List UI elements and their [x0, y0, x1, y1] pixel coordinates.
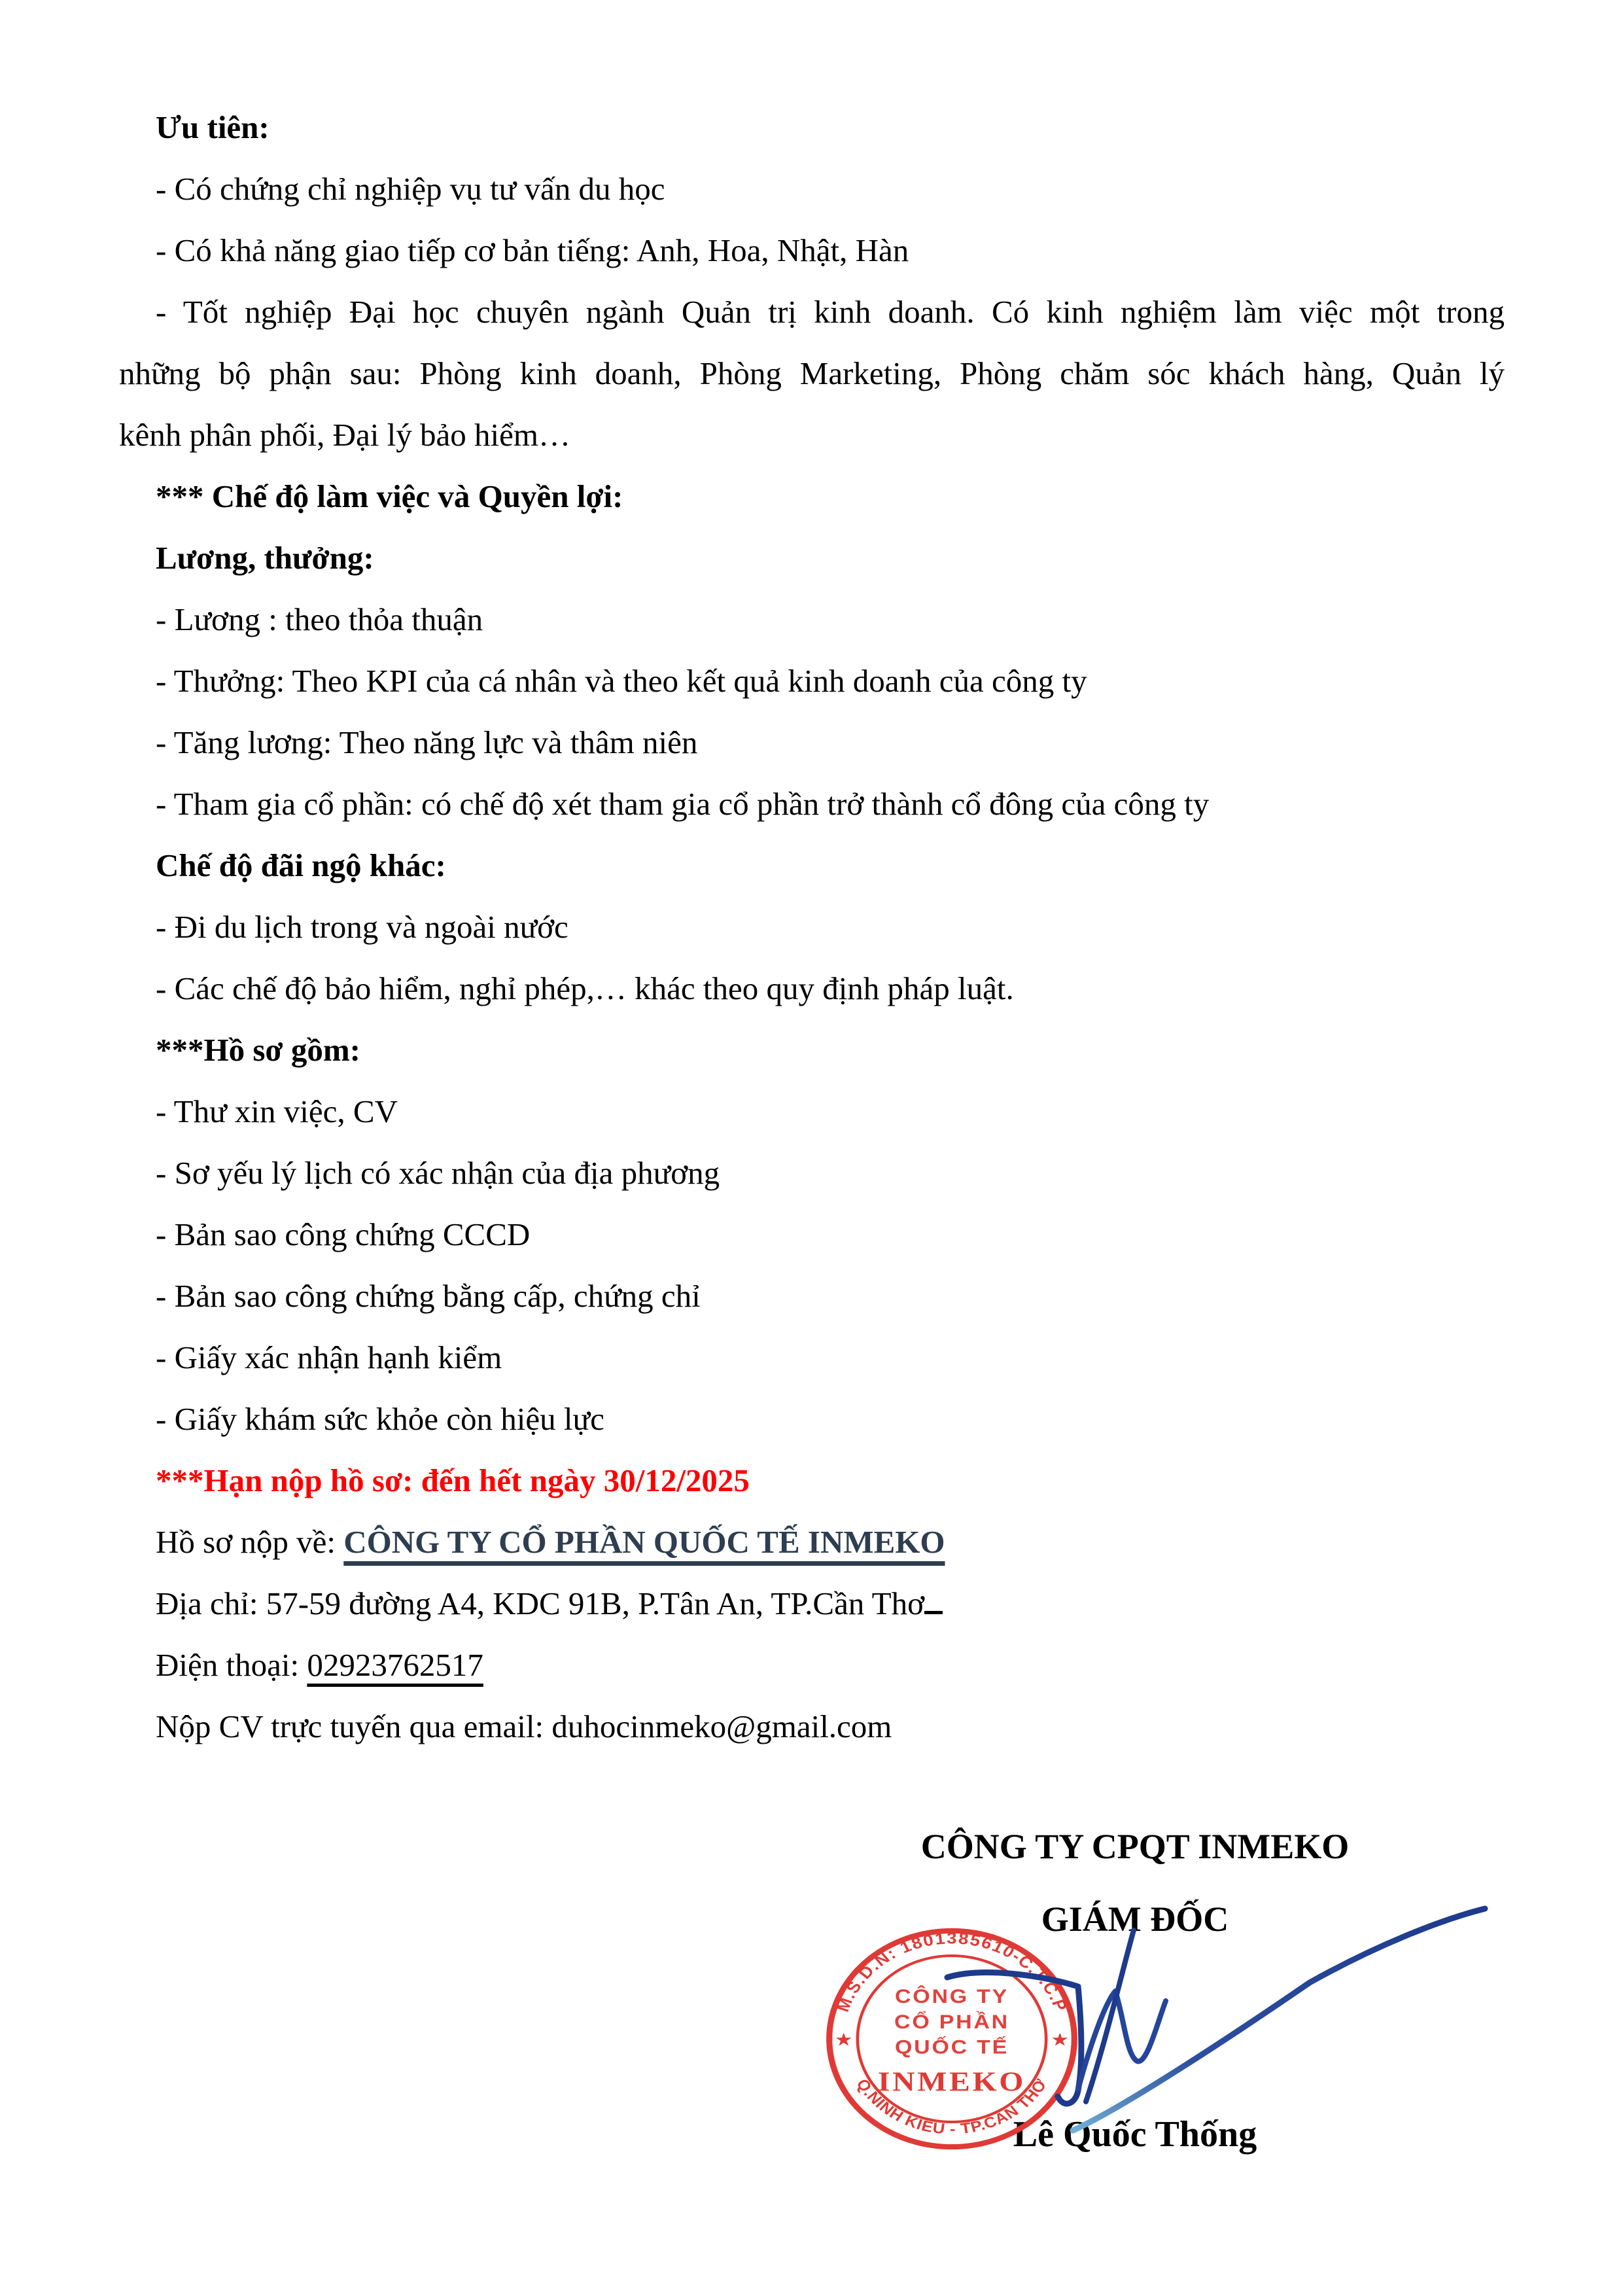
- text-run: - Giấy xác nhận hạnh kiểm: [156, 1339, 502, 1375]
- text-line: [119, 527, 1505, 589]
- stamp-bottom-arc-text: Q.NINH KIỀU - TP.CẦN THƠ: [852, 2076, 1052, 2138]
- trailing-underline: [924, 1604, 943, 1614]
- text-line: [119, 158, 1505, 220]
- text-run: Nộp CV trực tuyến qua email: duhocinmeko@gmail.com: [156, 1708, 892, 1744]
- signature-stroke: [947, 1973, 1081, 2104]
- text-run: - Tốt nghiệp Đại học chuyên ngành Quản trị kinh doanh. Có kinh nghiệm làm việc một trong: [156, 294, 1505, 330]
- text-line: [119, 1511, 1505, 1573]
- signature-stroke: [1086, 1930, 1134, 2102]
- signature-director-title: GIÁM ĐỐC: [1041, 1899, 1229, 1939]
- text-run: Hồ sơ nộp về:: [156, 1524, 344, 1560]
- text-line: [119, 958, 1505, 1019]
- text-run: - Tham gia cổ phần: có chế độ xét tham gia cổ phần trở thành cổ đông của công ty: [156, 786, 1210, 822]
- text-run: - Giấy khám sức khỏe còn hiệu lực: [156, 1401, 604, 1437]
- deadline-text: ***Hạn nộp hồ sơ: đến hết ngày 30/12/2025: [156, 1462, 750, 1498]
- text-line: [119, 1204, 1505, 1265]
- text-line: [119, 220, 1505, 281]
- text-run: Điện thoại:: [156, 1647, 307, 1683]
- text-run: - Có chứng chỉ nghiệp vụ tư vấn du học: [156, 171, 665, 207]
- text-line: [119, 835, 1505, 896]
- company-name-text: CÔNG TY CỔ PHẦN QUỐC TẾ INMEKO: [343, 1524, 945, 1560]
- text-line: [119, 281, 1505, 343]
- text-run: - Các chế độ bảo hiểm, nghỉ phép,… khác theo quy định pháp luật.: [156, 970, 1014, 1006]
- text-line: [119, 404, 1505, 466]
- signer-name: Lê Quốc Thống: [1013, 2114, 1257, 2155]
- text-line: [119, 1388, 1505, 1450]
- text-line: [119, 466, 1505, 527]
- text-line: [119, 773, 1505, 835]
- text-line: [119, 1142, 1505, 1204]
- text-run: - Bản sao công chứng CCCD: [156, 1216, 531, 1252]
- text-run: Lương, thưởng:: [156, 540, 374, 576]
- signature-stroke: [1078, 1991, 1166, 2089]
- stamp-star-left-icon: ★: [834, 2030, 853, 2051]
- text-line: [119, 1081, 1505, 1142]
- signature-stroke: [1073, 1909, 1485, 2130]
- text-line: [119, 1327, 1505, 1388]
- text-line: [119, 650, 1505, 712]
- text-line: [119, 1634, 1505, 1696]
- stamp-star-right-icon: ★: [1051, 2030, 1070, 2051]
- text-run: - Tăng lương: Theo năng lực và thâm niên: [156, 724, 698, 760]
- text-line: [119, 1019, 1505, 1081]
- stamp-top-arc-text: M.S.D.N: 1801385610-C.T.C.P: [831, 1928, 1072, 2015]
- stamp-center-line2: CỔ PHẦN: [894, 2010, 1009, 2033]
- text-run: - Bản sao công chứng bằng cấp, chứng chỉ: [156, 1278, 701, 1314]
- stamp-center-line3: QUỐC TẾ: [895, 2036, 1009, 2058]
- text-run: Ưu tiên:: [156, 109, 270, 145]
- text-run: - Thư xin việc, CV: [156, 1093, 398, 1129]
- text-run: *** Chế độ làm việc và Quyền lợi:: [156, 478, 623, 514]
- text-run: những bộ phận sau: Phòng kinh doanh, Phòng Marketing, Phòng chăm sóc khách hàng, Quản lý: [119, 355, 1505, 391]
- text-line: [119, 1573, 1505, 1634]
- signature-company: CÔNG TY CPQT INMEKO: [920, 1827, 1350, 1866]
- text-line: [119, 1450, 1505, 1511]
- text-line: [119, 896, 1505, 958]
- text-run: Địa chỉ: 57-59 đường A4, KDC 91B, P.Tân An, TP.Cần Thơ: [156, 1585, 925, 1621]
- text-run: ***Hồ sơ gồm:: [156, 1032, 360, 1068]
- text-line: [119, 712, 1505, 773]
- text-run: kênh phân phối, Đại lý bảo hiểm…: [119, 417, 570, 453]
- phone-number: 02923762517: [307, 1647, 483, 1683]
- director-signature: [903, 1891, 1531, 2172]
- text-run: - Có khả năng giao tiếp cơ bản tiếng: Anh, Hoa, Nhật, Hàn: [156, 232, 909, 268]
- text-run: - Đi du lịch trong và ngoài nước: [156, 909, 568, 945]
- text-line: [119, 1265, 1505, 1327]
- text-line: [119, 97, 1505, 158]
- text-line: [119, 343, 1505, 404]
- stamp-center-line4: INMEKO: [877, 2066, 1026, 2097]
- text-line: [119, 1696, 1505, 1757]
- stamp-center-line1: CÔNG TY: [895, 1985, 1009, 2007]
- text-run: Chế độ đãi ngộ khác:: [156, 847, 446, 883]
- text-run: - Thưởng: Theo KPI của cá nhân và theo kết quả kinh doanh của công ty: [156, 663, 1087, 699]
- text-run: - Lương : theo thỏa thuận: [156, 601, 483, 637]
- text-line: [119, 589, 1505, 650]
- text-run: - Sơ yếu lý lịch có xác nhận của địa phương: [156, 1155, 720, 1191]
